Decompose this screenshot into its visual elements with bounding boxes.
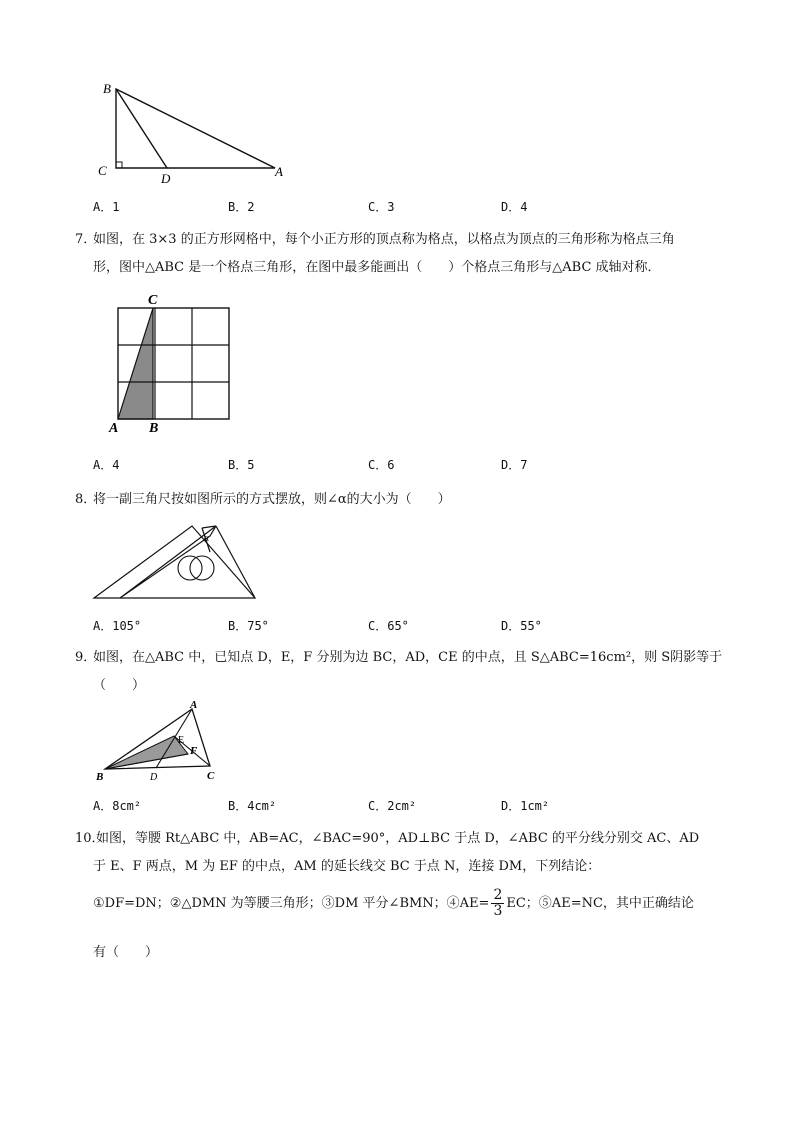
q10-conclusions-part2: EC；⑤AE=NC，其中正确结论 [506, 896, 694, 911]
q7-option-c[interactable]: C．6 [368, 458, 395, 472]
q9-label-C: C [207, 770, 215, 782]
q7-label-A: A [109, 421, 119, 436]
q10-text-line4: 有（ ） [93, 945, 159, 960]
q9-figure [92, 698, 227, 784]
q7-option-b[interactable]: B．5 [228, 458, 255, 472]
q8-option-a[interactable]: A．105° [93, 619, 142, 633]
q6-figure [95, 78, 295, 188]
q8-option-b[interactable]: B．75° [228, 619, 269, 633]
q6-option-d[interactable]: D．4 [501, 200, 528, 214]
q10-text-line2: 于 E、F 两点，M 为 EF 的中点，AM 的延长线交 BC 于点 N，连接 DM，下列结论： [93, 859, 601, 874]
q9-text-line2: （ ） [93, 678, 146, 693]
q6-label-C: C [98, 163, 107, 178]
q7-label-B: B [149, 421, 159, 436]
q9-number: 9． [75, 650, 97, 665]
q7-number: 7． [75, 232, 97, 247]
q8-figure [90, 520, 265, 602]
q9-label-A: A [190, 699, 198, 711]
q10-fraction-numerator: 2 [493, 886, 503, 903]
q6-label-D: D [161, 171, 171, 186]
q9-label-F: F [190, 745, 198, 757]
q10-text-line1: 如图，等腰 Rt△ABC 中，AB=AC，∠BAC=90°，AD⊥BC 于点 D，∠ABC 的平分线分别交 AC、AD [96, 831, 700, 846]
q9-label-E: E [178, 735, 185, 746]
q6-option-a[interactable]: A．1 [93, 200, 120, 214]
q7-text-line1: 如图，在 3×3 的正方形网格中，每个小正方形的顶点称为格点，以格点为顶点的三角形称为格点三角 [93, 232, 675, 247]
q6-label-B: B [103, 81, 111, 96]
q9-option-b[interactable]: B．4cm² [228, 799, 277, 813]
q10-fraction-denominator: 3 [493, 903, 503, 919]
q9-option-c[interactable]: C．2cm² [368, 799, 417, 813]
q9-label-D: D [150, 772, 158, 783]
q8-option-d[interactable]: D．55° [501, 619, 542, 633]
q7-text-line2: 形，图中△ABC 是一个格点三角形，在图中最多能画出（ ）个格点三角形与△ABC 成轴对称． [93, 260, 661, 275]
q7-label-C: C [148, 293, 158, 308]
q9-label-B: B [96, 771, 104, 783]
q10-number: 10． [75, 831, 105, 846]
q10-conclusions-line [93, 884, 694, 924]
q6-option-c[interactable]: C．3 [368, 200, 395, 214]
q10-fraction [491, 888, 504, 920]
q7-grid-figure [105, 290, 245, 435]
q9-option-a[interactable]: A．8cm² [93, 799, 142, 813]
q8-option-c[interactable]: C．65° [368, 619, 409, 633]
q6-label-A: A [275, 164, 283, 179]
q10-conclusions-part1: ①DF=DN；②△DMN 为等腰三角形；③DM 平分∠BMN；④AE= [93, 896, 490, 911]
q7-option-d[interactable]: D．7 [501, 458, 528, 472]
q9-option-d[interactable]: D．1cm² [501, 799, 550, 813]
q8-text: 将一副三角尺按如图所示的方式摆放，则∠α的大小为（ ） [93, 492, 451, 507]
q8-alpha-label: α [204, 533, 210, 544]
q7-option-a[interactable]: A．4 [93, 458, 120, 472]
q8-number: 8． [75, 492, 97, 507]
q6-option-b[interactable]: B．2 [228, 200, 255, 214]
q9-text-line1: 如图，在△ABC 中，已知点 D，E，F 分别为边 BC，AD，CE 的中点，且 S△ABC=16cm²，则 S阴影等于 [93, 650, 723, 665]
